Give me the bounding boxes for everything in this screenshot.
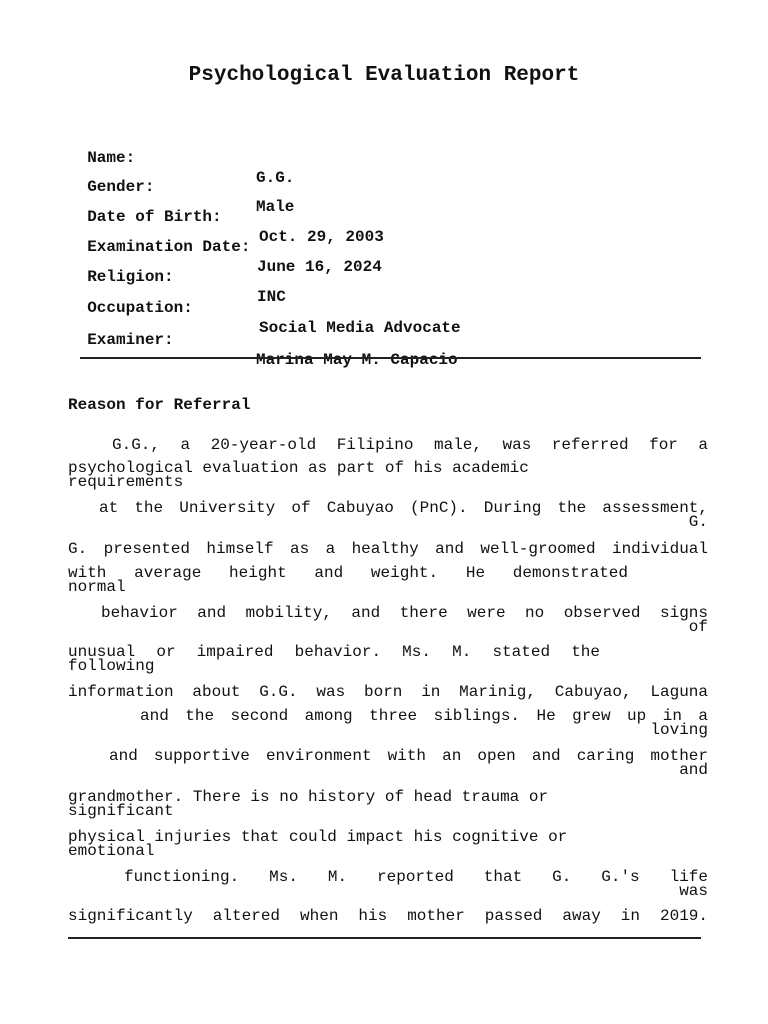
line-text: psychological evaluation as part of his academic — [68, 459, 529, 477]
line-text: significantly altered when his mother passed away in 2019. — [68, 907, 708, 925]
paragraph-line — [68, 645, 600, 673]
line-text: with average height and weight. He demonstrated — [68, 564, 628, 582]
line-wrap: significant — [68, 802, 174, 820]
field-value: Oct. 29, 2003 — [259, 228, 384, 246]
line-wrap: G. — [688, 513, 708, 531]
line-wrap: and — [679, 761, 708, 779]
field-value: June 16, 2024 — [257, 258, 382, 276]
paragraph-line — [99, 501, 708, 529]
line-text: G.G., a 20-year-old Filipino male, was referred for a — [112, 436, 708, 454]
line-text: at the University of Cabuyao (PnC). During the assessment, — [99, 499, 708, 517]
line-wrap: emotional — [68, 842, 155, 860]
line-wrap: was — [679, 882, 708, 900]
line-text: G. presented himself as a healthy and well-groomed individual — [68, 540, 708, 558]
line-wrap: requirements — [68, 473, 184, 491]
line-text: physical injuries that could impact his cognitive or — [68, 828, 568, 846]
field-value: Marina May M. Capacio — [256, 351, 458, 369]
paragraph-line — [68, 542, 708, 557]
line-text: and the second among three siblings. He grew up in a — [140, 707, 708, 725]
field-value: Social Media Advocate — [259, 319, 461, 337]
field-label: Gender: — [87, 178, 155, 196]
line-wrap: normal — [68, 578, 126, 596]
line-text: grandmother. There is no history of head trauma or — [68, 788, 549, 806]
field-label: Name: — [87, 149, 136, 167]
field-label: Examiner: — [87, 331, 174, 349]
field-label: Date of Birth: — [87, 208, 222, 226]
paragraph-line — [68, 685, 708, 700]
paragraph-line — [68, 566, 628, 594]
field-value: Male — [256, 198, 295, 216]
field-label: Occupation: — [87, 299, 193, 317]
paragraph-line — [140, 709, 708, 737]
line-text: functioning. Ms. M. reported that G. G.'s life — [124, 868, 708, 886]
field-value: G.G. — [256, 169, 295, 187]
paragraph-line — [109, 749, 708, 777]
field-value: INC — [257, 288, 286, 306]
line-text: behavior and mobility, and there were no observed signs — [101, 604, 708, 622]
paragraph-line — [68, 790, 708, 818]
paragraph-line — [68, 830, 708, 858]
line-wrap: following — [68, 657, 155, 675]
line-text: information about G.G. was born in Marinig, Cabuyao, Laguna — [68, 683, 708, 701]
paragraph-line — [101, 606, 708, 634]
line-wrap: of — [688, 618, 708, 636]
field-label: Examination Date: — [87, 238, 251, 256]
paragraph-line — [112, 438, 708, 453]
paragraph-line — [124, 870, 708, 898]
section-heading: Reason for Referral — [68, 396, 251, 414]
footer-divider — [68, 937, 701, 939]
paragraph-line — [68, 909, 708, 924]
line-wrap: loving — [650, 721, 708, 739]
field-label: Religion: — [87, 268, 174, 286]
line-text: and supportive environment with an open and caring mother — [109, 747, 708, 765]
section-divider — [80, 357, 701, 359]
paragraph-line — [68, 461, 708, 489]
document-title: Psychological Evaluation Report — [188, 64, 580, 87]
line-text: unusual or impaired behavior. Ms. M. stated the — [68, 643, 600, 661]
